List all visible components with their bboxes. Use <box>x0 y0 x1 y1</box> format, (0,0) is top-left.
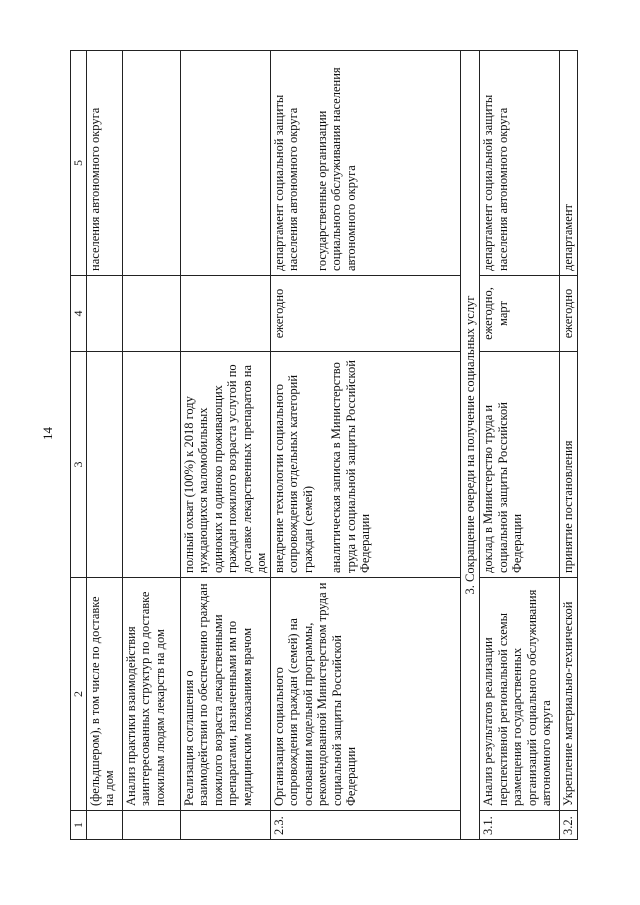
cell-deadline: ежегодно <box>560 276 578 352</box>
cell-number: 3.2. <box>560 811 578 840</box>
result-item: аналитическая записка в Министерство труда и социальной защиты Российской Федерации <box>329 360 372 573</box>
cell-measure: Реализация соглашения о взаимодействии по обеспечению граждан пожилого возраста лекарственными препаратами, назначенными им по медицинским показаниям врачом <box>180 578 270 811</box>
cell-measure: Укрепление материально-технической <box>560 578 578 811</box>
cell-result <box>270 352 460 578</box>
page-number: 14 <box>40 427 55 440</box>
cell-measure: Анализ результатов реализации перспективной региональной схемы размещения государственных организаций социального обслуживания автономного округа <box>480 578 560 811</box>
cell-deadline: ежегодно <box>270 276 460 352</box>
table-row <box>86 51 122 840</box>
header-col-4: 4 <box>71 276 87 352</box>
document-table-rotated <box>70 50 575 840</box>
cell-result: доклад в Министерство труда и социальной защиты Российской Федерации <box>480 352 560 578</box>
cell-result: принятие постановления <box>560 352 578 578</box>
plan-table <box>70 50 578 840</box>
cell-responsible <box>270 51 460 276</box>
table-header-row <box>71 51 87 840</box>
table-row <box>122 51 180 840</box>
header-col-3: 3 <box>71 352 87 578</box>
cell-responsible: департамент <box>560 51 578 276</box>
cell-measure: Анализ практики взаимодействия заинтересованных структур по доставке пожилым людям лекарств на дом <box>122 578 180 811</box>
header-col-2: 2 <box>71 578 87 811</box>
table-row <box>180 51 270 840</box>
section-row <box>460 51 480 840</box>
cell-measure: Организация социального сопровождения граждан (семей) на основании модельной программы, рекомендованной Министерством труда и социальной защиты Российской Федерации <box>270 578 460 811</box>
result-item: внедрение технологии социального сопровождения отдельных категорий граждан (семей) <box>271 374 315 573</box>
cell-measure: (фельдшером), в том числе по доставке на дом <box>86 578 122 811</box>
cell-result: полный охват (100%) к 2018 году нуждающихся маломобильных одиноких и одиноко проживающих граждан пожилого возраста услугой по доставке лекарственных препаратов на дом <box>180 352 270 578</box>
section-title: 3. Сокращение очереди на получение социальных услуг <box>460 51 480 840</box>
cell-responsible: населения автономного округа <box>86 51 122 276</box>
cell-deadline: ежегодно, март <box>480 276 560 352</box>
responsible-item: департамент социальной защиты населения автономного округа <box>271 94 300 271</box>
table-row <box>560 51 578 840</box>
cell-number: 2.3. <box>270 811 460 840</box>
table-row <box>270 51 460 840</box>
table-row <box>480 51 560 840</box>
responsible-item: государственные организации социального обслуживания населения автономного округа <box>314 67 358 271</box>
cell-responsible: департамент социальной защиты населения автономного округа <box>480 51 560 276</box>
header-col-5: 5 <box>71 51 87 276</box>
header-col-1: 1 <box>71 811 87 840</box>
cell-number: 3.1. <box>480 811 560 840</box>
